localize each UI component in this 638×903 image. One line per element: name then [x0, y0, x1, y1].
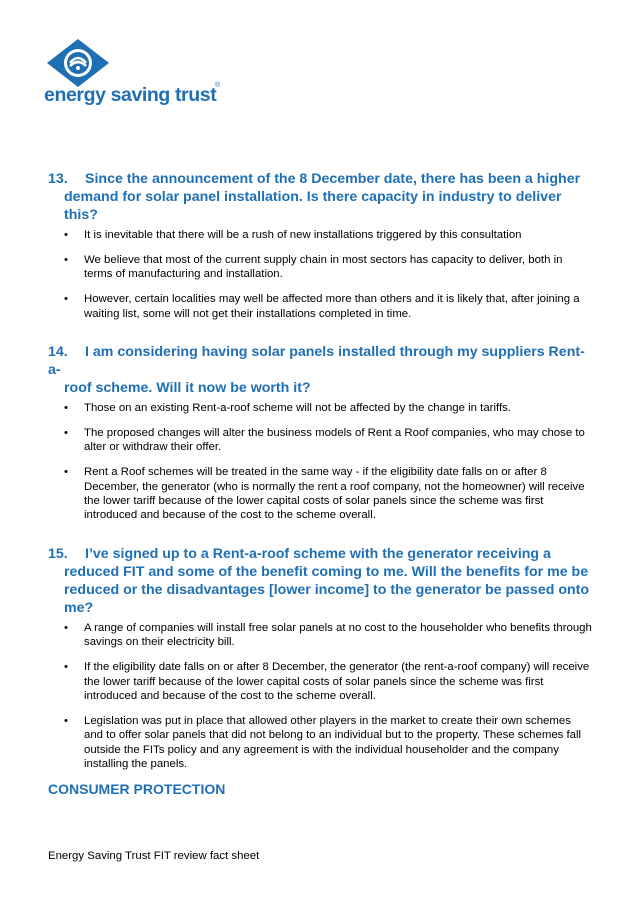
answer-bullet — [48, 660, 593, 703]
question-line: Since the announcement of the 8 December date, there has been a higher — [85, 171, 581, 187]
page-footer: Energy Saving Trust FIT review fact sheet — [48, 850, 260, 862]
faq-section — [48, 170, 593, 321]
bullet-text: The proposed changes will alter the business models of Rent a Roof companies, who may chose to alter or withdraw their offer. — [84, 426, 585, 454]
logo — [44, 38, 234, 108]
answer-bullet — [48, 228, 593, 242]
bullet-text: Rent a Roof schemes will be treated in the same way - if the eligibility date falls on or after 8 December, the generator (who is normally the rent a roof company, not the homeowner) will receive the lower tariff because of the lower capital costs of solar panels since the scheme was first introduced and because of the cost to the scheme overall. — [84, 466, 585, 522]
bullet-text: If the eligibility date falls on or after 8 December, the generator (the rent-a-roof company) will receive the lower tariff because of the lower capital costs of solar panels since the scheme was first introduced and because of the cost to the scheme overall. — [84, 661, 590, 702]
faq-section — [48, 343, 593, 523]
bullet-icon: • — [64, 253, 68, 266]
bullet-text: We believe that most of the current supply chain in most sectors has capacity to deliver, both in terms of manufacturing and installation. — [84, 253, 563, 281]
bullet-icon: • — [64, 661, 68, 674]
faq-question — [48, 343, 593, 397]
question-line: reduced or the disadvantages [lower income] to the generator be passed onto — [64, 581, 590, 598]
answer-list — [48, 228, 593, 321]
answer-bullet — [48, 714, 593, 772]
answer-bullet — [48, 253, 593, 282]
bullet-text: Legislation was put in place that allowed other players in the market to create their own schemes and to offer solar panels that did not belong to an individual but to the property. These schemes fall outside the FITs policy and any agreement is with the individual householder and the company installing the panels. — [84, 714, 582, 771]
bullet-icon: • — [64, 426, 68, 439]
question-line: demand for solar panel installation. Is there capacity in industry to deliver — [64, 189, 562, 205]
question-number: 13. — [48, 171, 68, 187]
bullet-icon: • — [64, 621, 68, 634]
bullet-icon: • — [64, 402, 68, 415]
bullet-icon: • — [64, 714, 68, 727]
bullet-icon: • — [64, 466, 68, 479]
faq-question — [48, 170, 593, 224]
faq-question — [48, 545, 593, 617]
answer-bullet — [48, 621, 593, 650]
question-line: me? — [64, 599, 94, 616]
energy-saving-trust-logo-icon — [46, 38, 110, 88]
question-line: reduced FIT and some of the benefit coming to me. Will the benefits for me be — [64, 563, 589, 580]
answer-list — [48, 621, 593, 772]
question-line: I am considering having solar panels installed through my suppliers Rent-a- — [48, 344, 585, 379]
bullet-text: Those on an existing Rent-a-roof scheme will not be affected by the change in tariffs. — [84, 402, 511, 415]
bullet-text: A range of companies will install free solar panels at no cost to the householder who benefits through savings on their electricity bill. — [84, 621, 592, 649]
answer-bullet — [48, 292, 593, 321]
answer-bullet — [48, 426, 593, 455]
bullet-icon: • — [64, 293, 68, 306]
answer-bullet — [48, 465, 593, 523]
bullet-icon: • — [64, 229, 68, 241]
question-line: I’ve signed up to a Rent-a-roof scheme with the generator receiving a — [85, 545, 551, 562]
question-line: this? — [64, 207, 98, 223]
document-body — [48, 170, 593, 782]
bullet-text: It is inevitable that there will be a rush of new installations triggered by this consultation — [84, 229, 522, 241]
answer-list — [48, 401, 593, 523]
registered-mark: ® — [215, 82, 221, 89]
faq-section — [48, 545, 593, 772]
consumer-protection-heading: CONSUMER PROTECTION — [48, 781, 226, 797]
question-number: 14. — [48, 344, 68, 361]
question-line: roof scheme. Will it now be worth it? — [64, 380, 311, 397]
answer-bullet — [48, 401, 593, 415]
bullet-text: However, certain localities may well be affected more than others and it is likely that, after joining a waiting list, some will not get their installations completed in time. — [84, 293, 580, 320]
brand-name: energy saving trust — [44, 84, 217, 106]
question-number: 15. — [48, 545, 68, 562]
